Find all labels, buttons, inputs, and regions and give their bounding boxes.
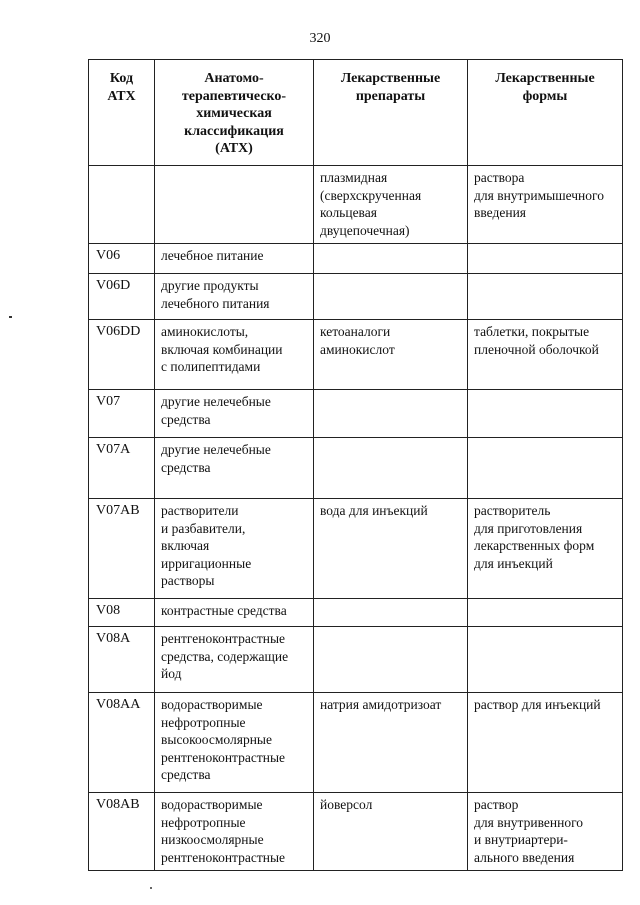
cell-forms: раствор для внутривенного и внутриартери- ального введения	[468, 793, 623, 871]
table-row	[89, 499, 623, 599]
cell-forms: растворитель для приготовления лекарственных форм для инъекций	[468, 499, 623, 599]
header-drugs: Лекарственные препараты	[314, 60, 468, 166]
cell-forms: таблетки, покрытые пленочной оболочкой	[468, 320, 623, 390]
cell-forms	[468, 274, 623, 320]
cell-code: V07	[89, 390, 155, 438]
cell-forms	[468, 244, 623, 274]
cell-drugs	[314, 438, 468, 499]
cell-code: V08AA	[89, 693, 155, 793]
header-atc-code: Код АТХ	[89, 60, 155, 166]
cell-code: V06	[89, 244, 155, 274]
table-row	[89, 320, 623, 390]
table-row	[89, 166, 623, 244]
cell-forms: раствор для инъекций	[468, 693, 623, 793]
cell-classification: растворители и разбавители, включая ирригационные растворы	[155, 499, 314, 599]
cell-code: V07A	[89, 438, 155, 499]
cell-classification: аминокислоты, включая комбинации с полипептидами	[155, 320, 314, 390]
cell-code: V08	[89, 599, 155, 627]
cell-classification: водорастворимые нефротропные низкоосмолярные рентгеноконтрастные	[155, 793, 314, 871]
cell-classification: другие продукты лечебного питания	[155, 274, 314, 320]
cell-drugs	[314, 244, 468, 274]
scan-artifact	[9, 316, 12, 318]
cell-drugs: натрия амидотризоат	[314, 693, 468, 793]
cell-drugs: йоверсол	[314, 793, 468, 871]
cell-forms	[468, 438, 623, 499]
table-header-row	[89, 60, 623, 166]
cell-code: V06DD	[89, 320, 155, 390]
header-forms: Лекарственные формы	[468, 60, 623, 166]
cell-classification	[155, 166, 314, 244]
header-classification: Анатомо- терапевтическо- химическая классификация (АТХ)	[155, 60, 314, 166]
table-row	[89, 599, 623, 627]
table-row	[89, 244, 623, 274]
cell-code: V08A	[89, 627, 155, 693]
cell-classification: контрастные средства	[155, 599, 314, 627]
cell-code: V07AB	[89, 499, 155, 599]
table-row	[89, 438, 623, 499]
cell-code: V06D	[89, 274, 155, 320]
cell-classification: другие нелечебные средства	[155, 438, 314, 499]
cell-drugs	[314, 599, 468, 627]
cell-forms	[468, 599, 623, 627]
table-row	[89, 627, 623, 693]
cell-drugs: плазмидная (сверхскрученная кольцевая двуцепочечная)	[314, 166, 468, 244]
cell-drugs	[314, 390, 468, 438]
cell-code	[89, 166, 155, 244]
cell-drugs	[314, 274, 468, 320]
cell-classification: лечебное питание	[155, 244, 314, 274]
scan-artifact	[150, 887, 152, 889]
cell-drugs: кетоаналоги аминокислот	[314, 320, 468, 390]
cell-classification: другие нелечебные средства	[155, 390, 314, 438]
cell-forms	[468, 390, 623, 438]
table-row	[89, 793, 623, 871]
cell-forms: раствора для внутримышечного введения	[468, 166, 623, 244]
cell-drugs	[314, 627, 468, 693]
cell-classification: водорастворимые нефротропные высокоосмолярные рентгеноконтрастные средства	[155, 693, 314, 793]
table-row	[89, 274, 623, 320]
cell-forms	[468, 627, 623, 693]
table-row	[89, 390, 623, 438]
atc-table	[88, 59, 623, 871]
cell-code: V08AB	[89, 793, 155, 871]
page-number: 320	[309, 31, 331, 46]
cell-classification: рентгеноконтрастные средства, содержащие йод	[155, 627, 314, 693]
cell-drugs: вода для инъекций	[314, 499, 468, 599]
table-row	[89, 693, 623, 793]
